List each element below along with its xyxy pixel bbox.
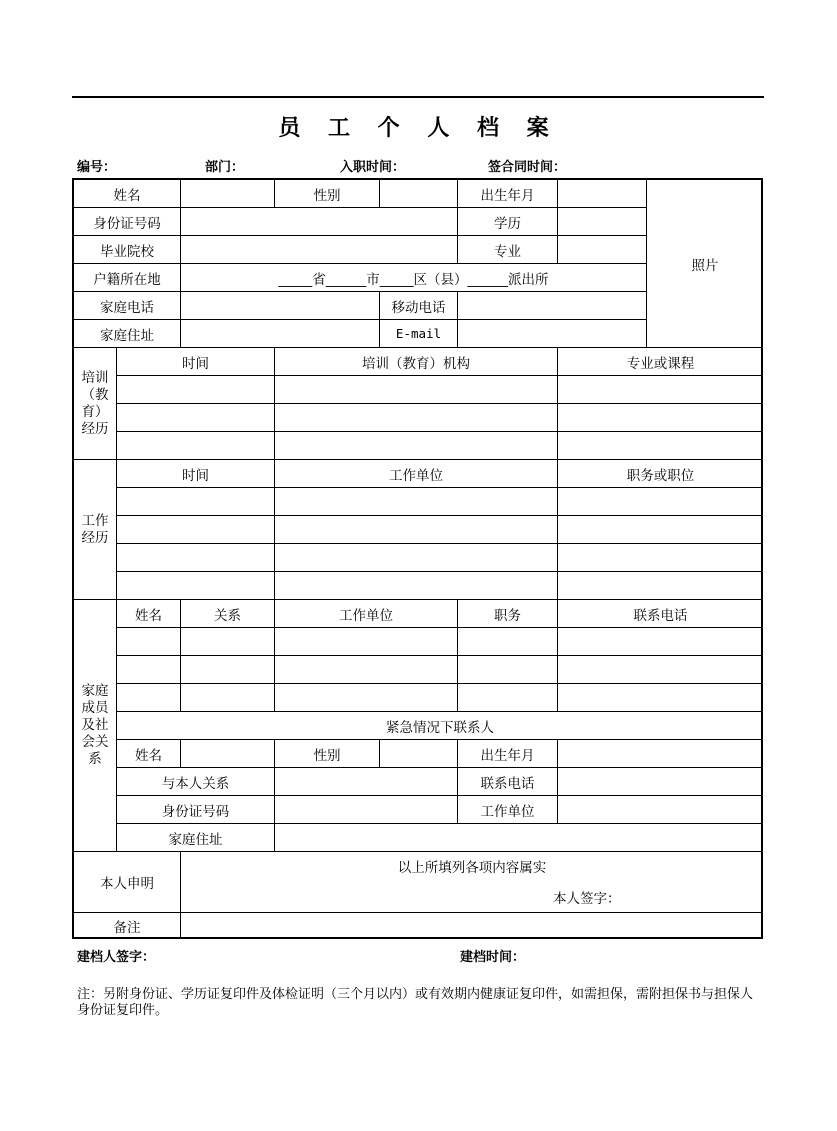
- training-course-cell[interactable]: [558, 432, 763, 460]
- training-institution-header: 培训（教育）机构: [275, 348, 558, 376]
- emergency-phone-field[interactable]: [558, 768, 763, 796]
- training-time-cell[interactable]: [117, 432, 275, 460]
- email-field[interactable]: [458, 320, 647, 348]
- declaration-statement: 以上所填列各项内容属实: [397, 860, 547, 876]
- signature-label: 本人签字：: [553, 891, 621, 907]
- family-relation-cell[interactable]: [181, 628, 275, 656]
- declaration-label: 本人申明: [74, 852, 181, 913]
- training-course-cell[interactable]: [558, 404, 763, 432]
- family-employer-cell[interactable]: [275, 656, 458, 684]
- training-institution-cell[interactable]: [275, 432, 558, 460]
- number-label: 编号：: [77, 160, 117, 175]
- photo-box[interactable]: 照片: [647, 180, 763, 348]
- family-name-header: 姓名: [117, 600, 181, 628]
- emergency-address-label: 家庭住址: [117, 824, 275, 852]
- emergency-id-field[interactable]: [275, 796, 458, 824]
- major-field[interactable]: [558, 236, 647, 264]
- work-employer-cell[interactable]: [275, 572, 558, 600]
- mobile-field[interactable]: [458, 292, 647, 320]
- education-field[interactable]: [558, 208, 647, 236]
- id-number-field[interactable]: [181, 208, 458, 236]
- training-course-header: 专业或课程: [558, 348, 763, 376]
- work-position-cell[interactable]: [558, 572, 763, 600]
- filing-time-label: 建档时间：: [460, 950, 526, 965]
- training-course-cell[interactable]: [558, 376, 763, 404]
- footnote: 注：另附身份证、学历证复印件及体检证明（三个月以内）或有效期内健康证复印件，如需担保，需附担保书与担保人身份证复印件。: [77, 987, 754, 1018]
- work-time-header: 时间: [117, 460, 275, 488]
- emergency-name-field[interactable]: [181, 740, 275, 768]
- family-title-cell[interactable]: [458, 656, 558, 684]
- family-relation-header: 关系: [181, 600, 275, 628]
- work-section-label: 工作经历: [74, 460, 117, 600]
- family-phone-cell[interactable]: [558, 684, 763, 712]
- declaration-box[interactable]: [181, 852, 763, 913]
- emergency-birth-label: 出生年月: [458, 740, 558, 768]
- home-phone-label: 家庭电话: [74, 292, 181, 320]
- emergency-gender-field[interactable]: [380, 740, 458, 768]
- emergency-contact-title: 紧急情况下联系人: [117, 712, 763, 740]
- home-address-field[interactable]: [181, 320, 380, 348]
- work-time-cell[interactable]: [117, 544, 275, 572]
- home-phone-field[interactable]: [181, 292, 380, 320]
- family-employer-cell[interactable]: [275, 628, 458, 656]
- work-employer-cell[interactable]: [275, 544, 558, 572]
- training-section-label: 培训（教育）经历: [74, 348, 117, 460]
- work-position-cell[interactable]: [558, 544, 763, 572]
- work-employer-cell[interactable]: [275, 516, 558, 544]
- id-number-label: 身份证号码: [74, 208, 181, 236]
- training-time-cell[interactable]: [117, 404, 275, 432]
- emergency-workplace-field[interactable]: [558, 796, 763, 824]
- work-time-cell[interactable]: [117, 516, 275, 544]
- emergency-relation-label: 与本人关系: [117, 768, 275, 796]
- profile-form-table: [72, 178, 763, 939]
- family-title-cell[interactable]: [458, 684, 558, 712]
- family-relation-cell[interactable]: [181, 656, 275, 684]
- school-field[interactable]: [181, 236, 458, 264]
- work-time-cell[interactable]: [117, 488, 275, 516]
- family-phone-header: 联系电话: [558, 600, 763, 628]
- hukou-field[interactable]: _____省______市_____区（县）______派出所: [181, 264, 647, 292]
- work-employer-cell[interactable]: [275, 488, 558, 516]
- emergency-birth-field[interactable]: [558, 740, 763, 768]
- family-phone-cell[interactable]: [558, 656, 763, 684]
- remarks-field[interactable]: [181, 913, 763, 939]
- work-position-cell[interactable]: [558, 516, 763, 544]
- name-label: 姓名: [74, 180, 181, 208]
- hire-date-label: 入职时间：: [340, 160, 406, 175]
- remarks-label: 备注: [74, 913, 181, 939]
- emergency-name-label: 姓名: [117, 740, 181, 768]
- school-label: 毕业院校: [74, 236, 181, 264]
- family-section-label: 家庭成员及社会关系: [74, 600, 117, 852]
- gender-label: 性别: [275, 180, 380, 208]
- work-position-cell[interactable]: [558, 488, 763, 516]
- gender-field[interactable]: [380, 180, 458, 208]
- birth-field[interactable]: [558, 180, 647, 208]
- hukou-label: 户籍所在地: [74, 264, 181, 292]
- work-time-cell[interactable]: [117, 572, 275, 600]
- name-field[interactable]: [181, 180, 275, 208]
- emergency-relation-field[interactable]: [275, 768, 458, 796]
- training-time-header: 时间: [117, 348, 275, 376]
- work-employer-header: 工作单位: [275, 460, 558, 488]
- family-title-header: 职务: [458, 600, 558, 628]
- work-position-header: 职务或职位: [558, 460, 763, 488]
- birth-label: 出生年月: [458, 180, 558, 208]
- home-address-label: 家庭住址: [74, 320, 181, 348]
- major-label: 专业: [458, 236, 558, 264]
- emergency-workplace-label: 工作单位: [458, 796, 558, 824]
- training-institution-cell[interactable]: [275, 376, 558, 404]
- training-time-cell[interactable]: [117, 376, 275, 404]
- filer-signature-label: 建档人签字：: [77, 950, 156, 965]
- page-title: 员 工 个 人 档 案: [278, 116, 559, 141]
- family-phone-cell[interactable]: [558, 628, 763, 656]
- emergency-phone-label: 联系电话: [458, 768, 558, 796]
- emergency-address-field[interactable]: [275, 824, 763, 852]
- training-institution-cell[interactable]: [275, 404, 558, 432]
- education-label: 学历: [458, 208, 558, 236]
- email-label: E-mail: [380, 320, 458, 348]
- family-employer-cell[interactable]: [275, 684, 458, 712]
- top-rule: [72, 96, 764, 98]
- family-employer-header: 工作单位: [275, 600, 458, 628]
- department-label: 部门：: [205, 160, 245, 175]
- family-name-cell[interactable]: [117, 656, 181, 684]
- family-relation-cell[interactable]: [181, 684, 275, 712]
- mobile-label: 移动电话: [380, 292, 458, 320]
- contract-date-label: 签合同时间：: [488, 160, 567, 175]
- emergency-gender-label: 性别: [275, 740, 380, 768]
- family-name-cell[interactable]: [117, 684, 181, 712]
- family-title-cell[interactable]: [458, 628, 558, 656]
- emergency-id-label: 身份证号码: [117, 796, 275, 824]
- family-name-cell[interactable]: [117, 628, 181, 656]
